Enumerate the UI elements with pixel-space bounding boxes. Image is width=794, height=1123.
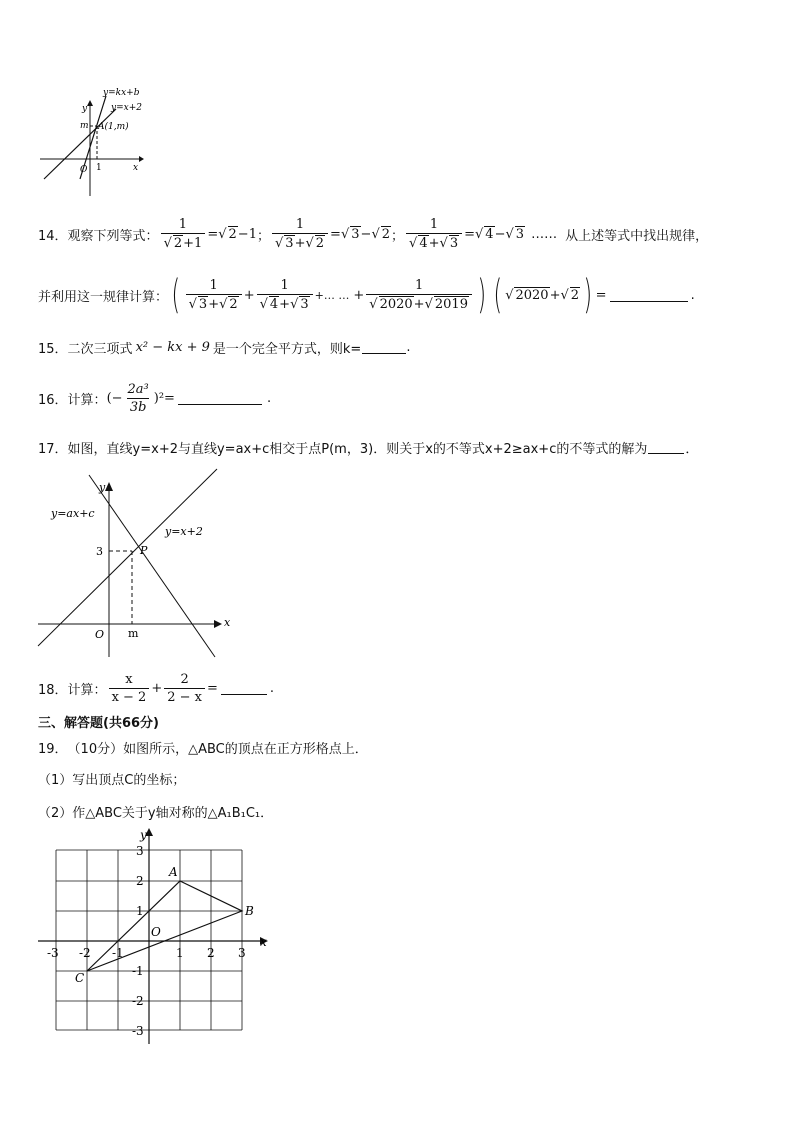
q15-number: 15． — [38, 341, 68, 357]
q14-number: 14． — [38, 228, 68, 244]
q14-eq1-fraction — [161, 217, 206, 251]
q18-f1-num: x — [125, 671, 133, 687]
q18-number: 18． — [38, 682, 68, 698]
q14-term1: 1 √ 3+√ 2 — [186, 278, 242, 312]
q15-text-a: 二次三项式 — [67, 341, 133, 357]
q16-open: (− — [106, 390, 123, 406]
q13-graph — [36, 84, 151, 199]
label-1: 1 — [96, 163, 102, 173]
q18-fraction2 — [164, 672, 205, 705]
q19-number: 19． — [38, 741, 68, 757]
q14-eq2-r1: 3 — [285, 236, 294, 251]
label-3: 3 — [96, 545, 103, 558]
q16-number: 16． — [38, 392, 68, 408]
q18-line — [38, 668, 274, 708]
label-x: x — [224, 616, 231, 629]
q14-eq2-fraction: 1 √ 3+√ 2 — [272, 217, 328, 251]
y-axis-arrow-icon — [87, 100, 93, 106]
q14-eq1-plus: +1 — [183, 236, 203, 251]
q19-sub1: （1）写出顶点C的坐标； — [38, 772, 186, 788]
q14-t1-num: 1 — [209, 278, 218, 293]
label-B: B — [245, 904, 254, 918]
q14-sep2: ； — [391, 228, 405, 244]
label-C: C — [75, 971, 85, 985]
label-x2: y=x+2 — [165, 525, 203, 538]
q16-fraction — [125, 382, 152, 415]
q18-fraction1 — [109, 672, 150, 705]
q14-eq2-r2: 2 — [315, 236, 325, 251]
q15-expr: x² − kx + 9 — [135, 339, 210, 355]
label-m: m — [128, 627, 139, 640]
tick-x-1: 1 — [176, 946, 184, 960]
q14-eq1-num: 1 — [178, 217, 188, 232]
q14-sep1: ； — [256, 228, 270, 244]
label-O: O — [95, 628, 105, 641]
label-x2: y=x+2 — [111, 103, 142, 113]
q14-end: . — [690, 287, 695, 303]
q14-eq1-rhs-r: 2 — [228, 227, 237, 242]
label-m: m — [80, 121, 89, 131]
q18-equals: = — [207, 680, 218, 696]
q14-eq2-rhs-r1: 3 — [351, 227, 360, 242]
label-y: y — [140, 828, 147, 842]
q16-end: . — [266, 390, 272, 406]
q14-dots: …… — [531, 226, 558, 242]
label-x: x — [260, 935, 267, 949]
q15-end: . — [406, 339, 411, 355]
line-ax-c — [89, 475, 215, 657]
q17-graph — [34, 465, 244, 660]
q14-eq3-rhs-r1: 4 — [485, 227, 494, 242]
q18-f2-den: 2 − x — [164, 688, 205, 705]
q14-tail: 从上述等式中找出规律， — [565, 228, 709, 244]
q14-t3-r1: 2020 — [379, 297, 413, 312]
tick-x-neg1: -1 — [112, 946, 124, 960]
tick-y-1: 1 — [136, 904, 144, 918]
q16-den: 3b — [127, 398, 150, 415]
y-axis-arrow-icon — [105, 482, 113, 491]
tick-x-neg2: -2 — [79, 946, 91, 960]
q14-eq3-r2: 3 — [449, 236, 459, 251]
tick-y-neg3: -3 — [132, 1024, 144, 1038]
q19-sub2: （2）作△ABC关于y轴对称的△A₁B₁C₁． — [38, 805, 274, 821]
q17-line — [38, 437, 698, 457]
q14-equals: = — [595, 287, 607, 303]
q14-t3-num: 1 — [414, 278, 424, 293]
q17-answer-blank[interactable] — [648, 441, 684, 454]
q14-eq3-num: 1 — [429, 217, 439, 232]
q14-t2-r1: 4 — [269, 297, 279, 312]
q14-term2: 1 √ 4+√ 3 — [257, 278, 313, 312]
q19-graph — [36, 826, 276, 1048]
q14-line2-intro: 并利用这一规律计算： — [38, 289, 169, 305]
label-A: A(1,m) — [98, 122, 129, 132]
q18-text: 计算： — [67, 682, 107, 698]
label-P: P — [140, 544, 148, 557]
label-y: y — [99, 481, 106, 494]
q19-line — [38, 737, 368, 757]
x-axis-arrow-icon — [214, 620, 222, 628]
section3-title: 三、解答题(共66分) — [38, 715, 159, 731]
q14-t1-r2: 2 — [229, 297, 238, 312]
q14-eq3-rhs-r2: 3 — [515, 227, 525, 242]
q16-answer-blank[interactable] — [178, 392, 262, 405]
q14-t2-r2: 3 — [300, 297, 309, 312]
q18-end: . — [269, 680, 275, 696]
q14-line1: 14． 观察下列等式： 1 √ 2+1 = √ 2 −1 ； 1 √ 3+√ 2 = √ 3 − √ 2 ； 1 √ 4+√ 3 = √ 4 − √ 3 …… 从上述等式中找出规律， — [38, 212, 708, 256]
label-O: O — [80, 165, 88, 175]
tick-y-neg2: -2 — [132, 994, 144, 1008]
label-kxb: y=kx+b — [103, 88, 140, 98]
tick-y-3: 3 — [136, 844, 144, 858]
q14-line2: 并利用这一规律计算： ( 1 √ 3+√ 2 + 1 √ 4+√ 3 +… … + 1 √ 2020+√ 2019 ) ( √ 2020+√ 2 ) = . — [38, 272, 695, 318]
q14-f-r1: 2020 — [515, 288, 549, 303]
q14-term3: 1 √ 2020+√ 2019 — [366, 278, 472, 312]
label-axc: y=ax+c — [51, 507, 95, 520]
q18-f2-num: 2 — [180, 671, 189, 687]
tick-y-2: 2 — [136, 874, 144, 888]
label-O: O — [151, 925, 161, 939]
q14-answer-blank[interactable] — [610, 289, 688, 302]
q14-eq3-fraction: 1 √ 4+√ 3 — [406, 217, 462, 251]
q19-text: （10分）如图所示，△ABC的顶点在正方形格点上． — [67, 741, 368, 757]
label-y: y — [82, 104, 88, 114]
q14-intro: 观察下列等式： — [67, 228, 159, 244]
q14-eq1-r1: 2 — [173, 236, 183, 251]
q17-text: 如图，直线y=x+2与直线y=ax+c相交于点P(m，3)．则关于x的不等式x+2≥ax+c的不等式的解为 — [67, 441, 648, 457]
q14-eq1-rhs-tail: −1 — [237, 226, 257, 242]
tick-x-3: 3 — [238, 946, 246, 960]
q18-answer-blank[interactable] — [221, 682, 267, 695]
x-axis-arrow-icon — [139, 156, 144, 162]
q18-plus: + — [151, 680, 163, 696]
q16-line — [38, 378, 271, 418]
q16-text: 计算： — [67, 392, 107, 408]
q14-f-r2: 2 — [570, 288, 580, 303]
q15-text-b: 是一个完全平方式，则k= — [212, 341, 362, 357]
tick-y-neg1: -1 — [132, 964, 144, 978]
q17-end: ． — [685, 441, 699, 457]
q18-f1-den: x − 2 — [109, 688, 150, 705]
triangle-ABC — [87, 881, 242, 971]
q16-num: 2a³ — [127, 381, 149, 397]
q17-number: 17． — [38, 441, 68, 457]
tick-x-neg3: -3 — [47, 946, 59, 960]
q15-line — [38, 337, 410, 357]
label-x: x — [133, 163, 139, 173]
q14-t1-r1: 3 — [198, 297, 208, 312]
q14-eq3-r1: 4 — [419, 236, 428, 251]
q14-ellipsis: +… … — [314, 288, 350, 302]
line-x-2 — [38, 469, 217, 646]
q15-answer-blank[interactable] — [362, 341, 406, 354]
q14-eq2-rhs-r2: 2 — [381, 227, 391, 242]
tick-x-2: 2 — [207, 946, 215, 960]
q14-t2-num: 1 — [280, 278, 289, 293]
label-A: A — [169, 865, 178, 879]
q14-t3-r2: 2019 — [434, 297, 468, 312]
q16-close: )²= — [153, 390, 175, 406]
q14-eq2-num: 1 — [295, 217, 305, 232]
